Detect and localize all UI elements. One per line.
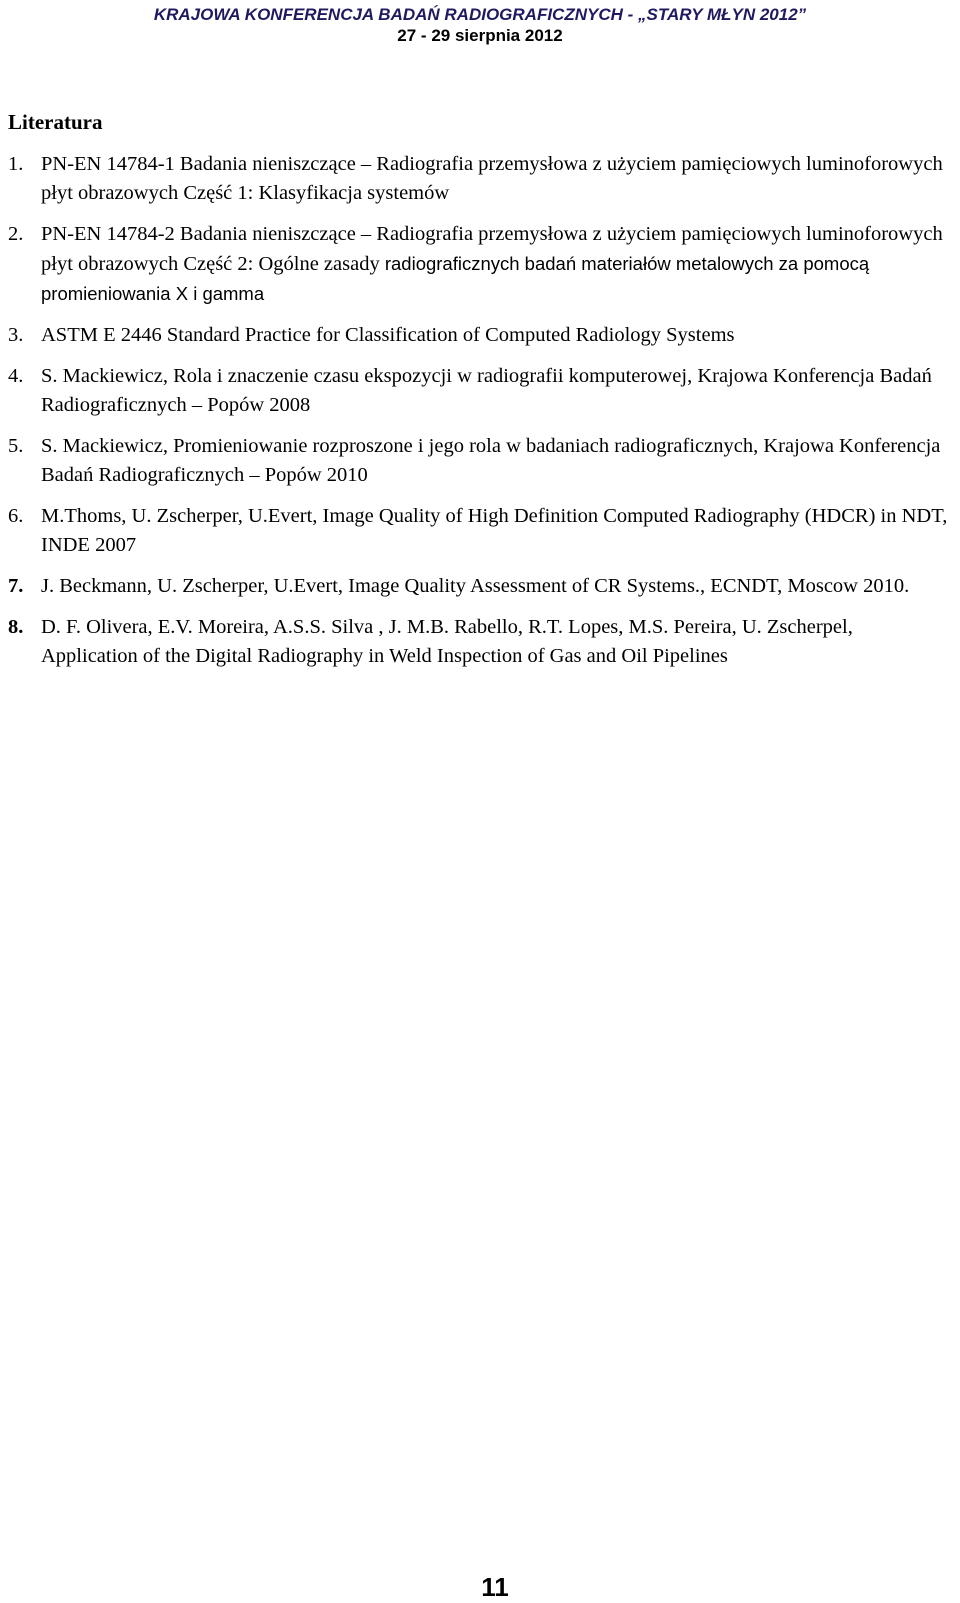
- reference-item-3: [8, 321, 953, 350]
- section-title: Literatura: [8, 110, 103, 134]
- reference-item-1: [8, 150, 953, 208]
- reference-item-2: [8, 220, 953, 309]
- conference-dates: 27 - 29 sierpnia 2012: [397, 26, 563, 45]
- reference-number: 6.: [8, 505, 24, 527]
- reference-text: PN-EN 14784-1 Badania nieniszczące – Radiografia przemysłowa z użyciem pamięciowych luminoforowych płyt obrazowych Część 1: Klasyfikacja systemów: [41, 153, 943, 204]
- conference-header: KRAJOWA KONFERENCJA BADAŃ RADIOGRAFICZNYCH - „STARY MŁYN 2012”: [153, 5, 807, 24]
- reference-text: ASTM E 2446 Standard Practice for Classification of Computed Radiology Systems: [41, 324, 735, 346]
- reference-item-4: [8, 362, 953, 420]
- reference-number: 7.: [8, 575, 24, 597]
- reference-item-5: [8, 432, 953, 490]
- reference-item-8: [8, 613, 953, 671]
- reference-text-sans: radiograficznych badań materiałów metalowych za pomocą promieniowania X i gamma: [41, 253, 870, 304]
- reference-text: M.Thoms, U. Zscherper, U.Evert, Image Quality of High Definition Computed Radiography (HDCR) in NDT, INDE 2007: [41, 505, 948, 556]
- reference-item-6: [8, 502, 953, 560]
- reference-item-7: [8, 572, 953, 601]
- reference-text: D. F. Olivera, E.V. Moreira, A.S.S. Silva , J. M.B. Rabello, R.T. Lopes, M.S. Pereira, U. Zscherpel, Application of the Digital Radiography in Weld Inspection of Gas and Oil Pipelines: [41, 616, 853, 667]
- reference-text: [41, 220, 953, 309]
- reference-number: 3.: [8, 324, 24, 346]
- reference-list: [8, 150, 953, 683]
- reference-text: S. Mackiewicz, Promieniowanie rozproszone i jego rola w badaniach radiograficznych, Krajowa Konferencja Badań Radiograficznych – Popów 2010: [41, 435, 941, 486]
- reference-number: 1.: [8, 153, 24, 175]
- reference-text: J. Beckmann, U. Zscherper, U.Evert, Image Quality Assessment of CR Systems., ECNDT, Moscow 2010.: [41, 575, 910, 597]
- reference-number: 5.: [8, 435, 24, 457]
- page-number: 11: [481, 1572, 509, 1602]
- reference-number: 2.: [8, 223, 24, 245]
- reference-number: 4.: [8, 365, 24, 387]
- reference-text-serif: PN-EN 14784-2 Badania nieniszczące – Radiografia przemysłowa z użyciem pamięciowych luminoforowych płyt obrazowych Część 2: Ogólne zasady: [41, 223, 943, 275]
- reference-number: 8.: [8, 616, 24, 638]
- reference-text: S. Mackiewicz, Rola i znaczenie czasu ekspozycji w radiografii komputerowej, Krajowa Konferencja Badań Radiograficznych – Popów 2008: [41, 365, 932, 416]
